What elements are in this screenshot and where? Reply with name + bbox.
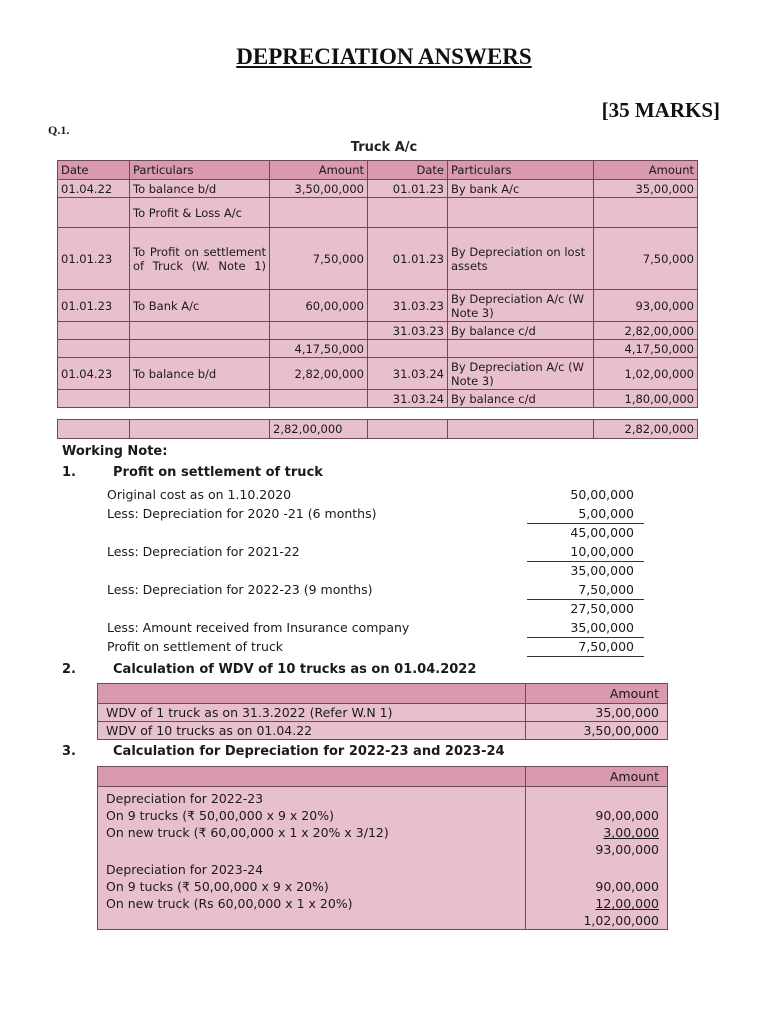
cell-amount: 3,00,000 <box>526 824 668 841</box>
cell-date <box>58 198 130 228</box>
calc-amount: 27,50,000 <box>570 601 634 616</box>
calc-label: Original cost as on 1.10.2020 <box>107 487 292 502</box>
calc-row <box>107 620 644 638</box>
cell-label <box>98 912 526 930</box>
account-title: Truck A/c <box>350 140 418 155</box>
cell-label: On new truck (₹ 60,00,000 x 1 x 20% x 3/12) <box>98 824 526 841</box>
table-row <box>58 290 698 322</box>
calc-row <box>107 563 644 581</box>
wdv-table <box>97 683 668 740</box>
table-row <box>98 878 668 895</box>
calc-amount: 35,00,000 <box>570 620 634 635</box>
cell-date <box>368 198 448 228</box>
table-row <box>98 912 668 930</box>
table-header-row <box>98 684 668 704</box>
cell-particulars: By Depreciation on lost assets <box>448 228 594 290</box>
cell-label: WDV of 1 truck as on 31.3.2022 (Refer W.N 1) <box>98 704 526 722</box>
cell-label: Depreciation for 2023-24 <box>98 858 526 878</box>
marks-label: [35 MARKS] <box>601 98 720 122</box>
table-row <box>98 895 668 912</box>
calc-amount: 7,50,000 <box>578 639 634 654</box>
divider <box>527 656 644 657</box>
cell-amount <box>526 858 668 878</box>
cell-particulars: To Profit on settlement of Truck (W. Note 1) <box>130 228 270 290</box>
cell-amount: 7,50,000 <box>594 228 698 290</box>
calc-row <box>107 525 644 543</box>
cell-particulars: To Bank A/c <box>130 290 270 322</box>
note-number: 3. <box>62 744 76 759</box>
calc-row <box>107 487 644 505</box>
cell-amount <box>270 390 368 408</box>
cell-amount: 90,00,000 <box>526 807 668 824</box>
cell-label: On new truck (Rs 60,00,000 x 1 x 20%) <box>98 895 526 912</box>
cell-amount: 3,50,00,000 <box>270 180 368 198</box>
cell-particulars: To balance b/d <box>130 180 270 198</box>
cell-amount: 1,02,00,000 <box>526 912 668 930</box>
header-particulars: Particulars <box>130 161 270 180</box>
calc-amount: 10,00,000 <box>570 544 634 559</box>
cell-particulars <box>130 390 270 408</box>
cell-particulars: By bank A/c <box>448 180 594 198</box>
ledger-header-row <box>58 161 698 180</box>
calc-label: Less: Amount received from Insurance company <box>107 620 410 635</box>
table-header-row <box>98 767 668 787</box>
table-row <box>98 841 668 858</box>
cell-date: 01.01.23 <box>58 228 130 290</box>
cell-date: 01.04.22 <box>58 180 130 198</box>
cell-date <box>58 340 130 358</box>
calc-amount: 35,00,000 <box>570 563 634 578</box>
table-row <box>58 198 698 228</box>
cell-amount: 93,00,000 <box>594 290 698 322</box>
calc-row <box>107 639 644 657</box>
table-row <box>98 807 668 824</box>
cell-particulars <box>130 322 270 340</box>
calc-amount: 7,50,000 <box>578 582 634 597</box>
divider <box>527 561 644 562</box>
cell-date: 31.03.24 <box>368 358 448 390</box>
header-empty <box>98 767 526 787</box>
working-note-heading: Working Note: <box>62 444 168 459</box>
cell-amount: 93,00,000 <box>526 841 668 858</box>
header-amount: Amount <box>526 767 668 787</box>
cell-amount: 90,00,000 <box>526 878 668 895</box>
question-number: Q.1. <box>48 123 70 137</box>
cell-empty <box>368 420 448 439</box>
cell-label: Depreciation for 2022-23 <box>98 787 526 808</box>
divider <box>527 637 644 638</box>
cell-label: On 9 trucks (₹ 50,00,000 x 9 x 20%) <box>98 807 526 824</box>
ledger-totals-row <box>57 419 698 439</box>
calc-label: Less: Depreciation for 2020 -21 (6 months) <box>107 506 377 521</box>
cell-label: On 9 tucks (₹ 50,00,000 x 9 x 20%) <box>98 878 526 895</box>
note-3-title <box>62 744 662 760</box>
depreciation-table <box>97 766 668 930</box>
cell-date <box>58 322 130 340</box>
note-number: 1. <box>62 465 76 480</box>
header-empty <box>98 684 526 704</box>
cell-particulars <box>130 340 270 358</box>
cell-date: 01.01.23 <box>368 180 448 198</box>
cell-amount: 35,00,000 <box>594 180 698 198</box>
cell-amount: 4,17,50,000 <box>270 340 368 358</box>
cell-amount: 60,00,000 <box>270 290 368 322</box>
cell-label: WDV of 10 trucks as on 01.04.22 <box>98 722 526 740</box>
header-amount: Amount <box>594 161 698 180</box>
calc-row <box>107 506 644 524</box>
header-date: Date <box>58 161 130 180</box>
cell-amount: 35,00,000 <box>526 704 668 722</box>
divider <box>527 523 644 524</box>
calc-row <box>107 601 644 619</box>
cell-empty <box>58 420 130 439</box>
table-row <box>98 722 668 740</box>
cell-particulars <box>448 198 594 228</box>
cell-empty <box>448 420 594 439</box>
cell-amount: 3,50,00,000 <box>526 722 668 740</box>
note-number: 2. <box>62 662 76 677</box>
table-row <box>58 322 698 340</box>
divider <box>527 599 644 600</box>
cell-amount: 2,82,00,000 <box>594 322 698 340</box>
note-title-text: Calculation of WDV of 10 trucks as on 01.04.2022 <box>113 662 477 677</box>
cell-amount <box>270 322 368 340</box>
cell-date <box>58 390 130 408</box>
cell-date: 31.03.23 <box>368 290 448 322</box>
cell-amount <box>270 198 368 228</box>
note-2-title <box>62 662 662 678</box>
table-row <box>98 704 668 722</box>
note-title-text: Calculation for Depreciation for 2022-23 and 2023-24 <box>113 744 505 759</box>
cell-date: 31.03.24 <box>368 390 448 408</box>
calc-amount: 45,00,000 <box>570 525 634 540</box>
cell-date: 01.01.23 <box>58 290 130 322</box>
cell-date <box>368 340 448 358</box>
cell-particulars: By Depreciation A/c (W Note 3) <box>448 290 594 322</box>
cell-amount: 2,82,00,000 <box>270 358 368 390</box>
cell-date: 01.04.23 <box>58 358 130 390</box>
calc-amount: 50,00,000 <box>570 487 634 502</box>
note-1-title <box>62 465 662 481</box>
cell-amount: 4,17,50,000 <box>594 340 698 358</box>
cell-amount: 7,50,000 <box>270 228 368 290</box>
calc-row <box>107 582 644 600</box>
cell-amount: 1,80,00,000 <box>594 390 698 408</box>
calc-label: Profit on settlement of truck <box>107 639 284 654</box>
cell-empty <box>130 420 270 439</box>
table-row <box>58 340 698 358</box>
header-particulars: Particulars <box>448 161 594 180</box>
cell-amount: 12,00,000 <box>526 895 668 912</box>
cell-particulars: To balance b/d <box>130 358 270 390</box>
table-row <box>58 180 698 198</box>
truck-account-ledger <box>57 160 698 408</box>
page-title: DEPRECIATION ANSWERS <box>236 44 532 69</box>
header-amount: Amount <box>270 161 368 180</box>
note-title-text: Profit on settlement of truck <box>113 465 323 480</box>
total-right: 2,82,00,000 <box>594 420 698 439</box>
cell-particulars: To Profit & Loss A/c <box>130 198 270 228</box>
table-row <box>98 787 668 808</box>
total-left: 2,82,00,000 <box>270 420 368 439</box>
cell-amount <box>526 787 668 808</box>
table-row <box>98 824 668 841</box>
table-row <box>58 228 698 290</box>
table-row <box>58 358 698 390</box>
cell-amount: 1,02,00,000 <box>594 358 698 390</box>
cell-particulars: By balance c/d <box>448 390 594 408</box>
calc-label: Less: Depreciation for 2022-23 (9 months) <box>107 582 373 597</box>
table-row <box>98 858 668 878</box>
cell-particulars: By balance c/d <box>448 322 594 340</box>
cell-date: 01.01.23 <box>368 228 448 290</box>
cell-particulars: By Depreciation A/c (W Note 3) <box>448 358 594 390</box>
table-row <box>58 390 698 408</box>
calc-row <box>107 544 644 562</box>
cell-date: 31.03.23 <box>368 322 448 340</box>
cell-particulars <box>448 340 594 358</box>
calc-amount: 5,00,000 <box>578 506 634 521</box>
cell-amount <box>594 198 698 228</box>
calc-label: Less: Depreciation for 2021-22 <box>107 544 300 559</box>
cell-label <box>98 841 526 858</box>
table-row <box>58 420 698 439</box>
header-date: Date <box>368 161 448 180</box>
header-amount: Amount <box>526 684 668 704</box>
